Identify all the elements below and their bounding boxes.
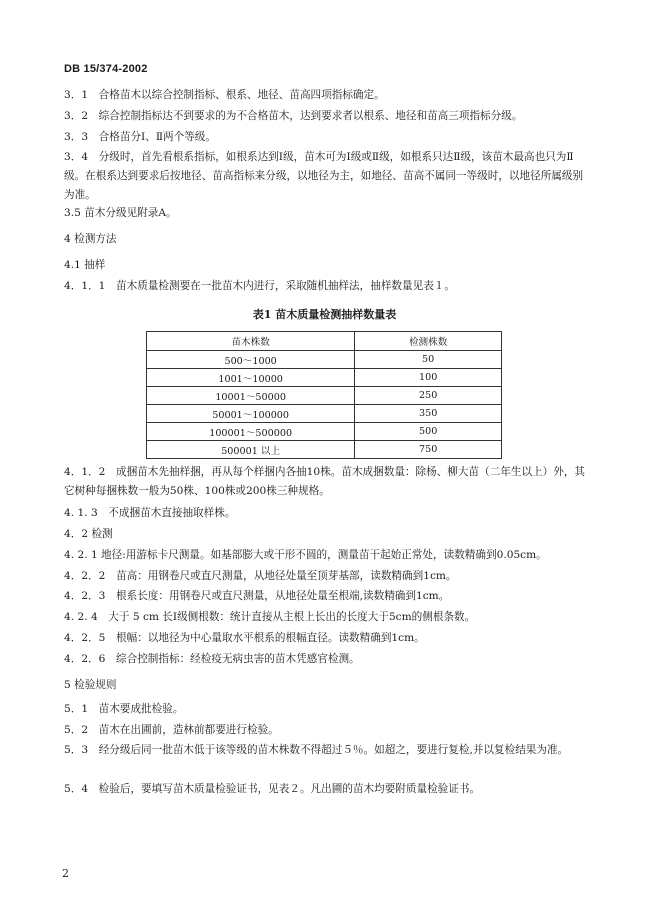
clause-3-5: 3.5 苗木分级见附录A。 (64, 207, 177, 219)
table-cell: 10001～50000 (147, 387, 355, 405)
clause-4-2-1: 4. 2. 1 地径:用游标卡尺测量。如基部膨大或干形不圆的，测量苗干起始正常处，读数精确到0.05cm。 (64, 549, 547, 561)
table-header-row (147, 332, 502, 351)
clause-5-3: 5．3 经分级后同一批苗木低于该等级的苗木株数不得超过５％。如超之，要进行复检,并以复检结果为准。 (64, 744, 569, 756)
clause-3-4: 3．4 分级时，首先看根系指标，如根系达到Ⅰ级，苗木可为Ⅰ级或Ⅱ级，如根系只达Ⅱ级，该苗木最高也只为Ⅱ级。在根系达到要求后按地径、苗高指标来分级，以地径为主，如地径、苗高不属同一等级时，以地径所属级别为准。 (64, 151, 584, 201)
table-cell: 250 (355, 387, 502, 405)
document-code-header: DB 15/374-2002 (64, 63, 148, 75)
table-header-inspected-count: 检测株数 (355, 332, 502, 351)
table-header-seedling-count: 苗木株数 (147, 332, 355, 351)
clause-4-2-3: 4．2．3 根系长度：用钢卷尺或直尺测量，从地径处量至根端,读数精确到1cm。 (64, 590, 450, 602)
clause-4-2-title: 4．2 检测 (64, 528, 113, 540)
clause-4-1-title: 4.1 抽样 (64, 259, 106, 271)
clause-4-1-3: 4. 1. 3 不成捆苗木直接抽取样株。 (64, 507, 236, 519)
section-5-title: 5 检验规则 (64, 679, 117, 691)
clause-4-2-5: 4．2．5 根幅：以地径为中心量取水平根系的根幅直径。读数精确到1cm。 (64, 632, 425, 644)
clause-5-4: 5．4 检验后，要填写苗木质量检验证书，见表２。凡出圃的苗木均要附质量检验证书。 (64, 783, 481, 795)
clause-4-2-2: 4．2．2 苗高：用钢卷尺或直尺测量，从地径处量至顶芽基部，读数精确到1cm。 (64, 570, 457, 582)
table-row (147, 423, 502, 441)
clause-3-1: 3．1 合格苗木以综合控制指标、根系、地径、苗高四项指标确定。 (64, 89, 385, 101)
table-cell: 500～1000 (147, 351, 355, 369)
table-cell: 350 (355, 405, 502, 423)
table-row (147, 405, 502, 423)
clause-4-2-6: 4．2．6 综合控制指标：经检疫无病虫害的苗木凭感官检测。 (64, 653, 360, 665)
table-cell: 500001 以上 (147, 441, 355, 459)
table-row (147, 387, 502, 405)
table-caption: 表1 苗木质量检测抽样数量表 (252, 308, 397, 321)
table-row (147, 351, 502, 369)
table-cell: 50001～100000 (147, 405, 355, 423)
table-cell: 100001～500000 (147, 423, 355, 441)
section-4-title: 4 检测方法 (64, 233, 117, 245)
sampling-table (146, 331, 502, 459)
table-cell: 1001～10000 (147, 369, 355, 387)
clause-3-2: 3．2 综合控制指标达不到要求的为不合格苗木，达到要求者以根系、地径和苗高三项指标分级。 (64, 110, 523, 122)
table-cell: 100 (355, 369, 502, 387)
page-number: 2 (62, 867, 69, 880)
table-cell: 50 (355, 351, 502, 369)
clause-3-3: 3．3 合格苗分Ⅰ、Ⅱ两个等级。 (64, 131, 216, 143)
table-cell: 750 (355, 441, 502, 459)
clause-4-1-2: 4．1．2 成捆苗木先抽样捆，再从每个样捆内各抽10株。苗木成捆数量：除杨、柳大苗（二年生以上）外，其它树种每捆株数一般为50株、100株或200株三种规格。 (64, 466, 586, 497)
clause-4-2-4: 4. 2. 4 大于 5 cm 长Ⅰ级侧根数：统计直接从主根上长出的长度大于5cm的侧根条数。 (64, 611, 476, 623)
table-row (147, 369, 502, 387)
table-row (147, 441, 502, 459)
table-cell: 500 (355, 423, 502, 441)
clause-4-1-1: 4．1．1 苗木质量检测要在一批苗木内进行，采取随机抽样法，抽样数量见表１。 (64, 280, 455, 292)
clause-5-1: 5．1 苗木要成批检验。 (64, 703, 184, 715)
clause-5-2: 5．2 苗木在出圃前，造林前都要进行检验。 (64, 724, 279, 736)
